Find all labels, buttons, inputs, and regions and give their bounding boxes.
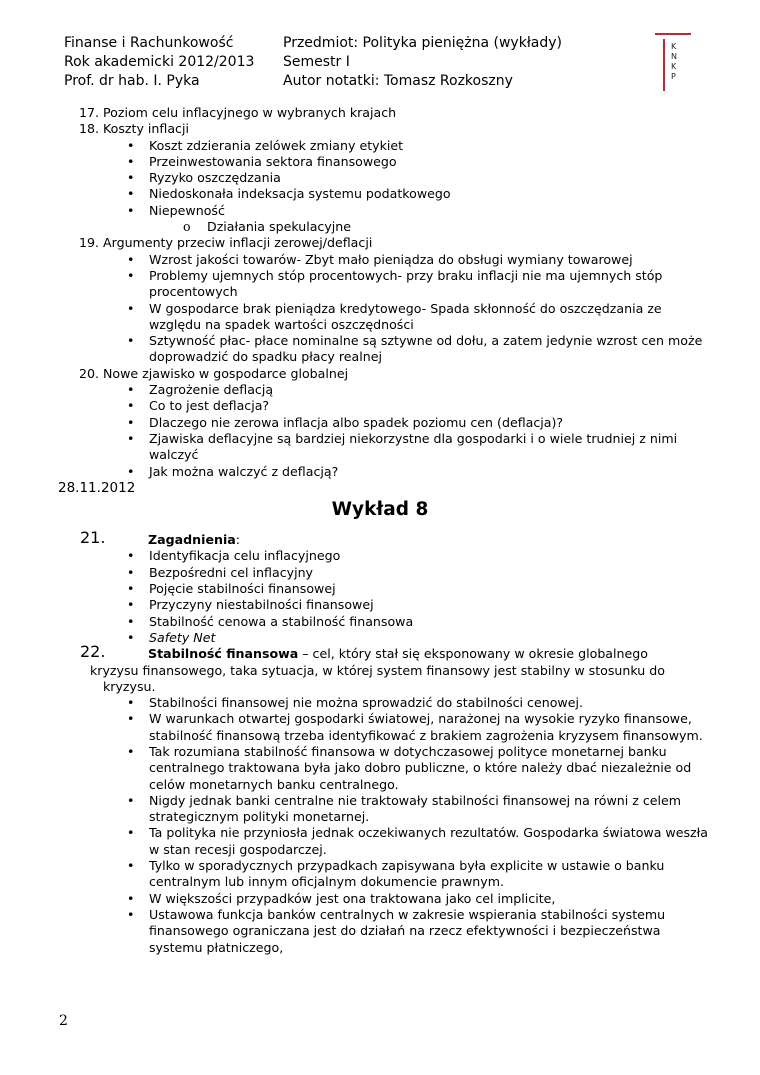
bullet-item <box>0 711 760 744</box>
bullet-text: W większości przypadków jest ona traktowana jako cel implicite, <box>149 890 556 906</box>
bullet-text: Problemy ujemnych stóp procentowych- przy braku inflacji nie ma ujemnych stóp procentowych <box>149 267 663 300</box>
bullet-text: Ta polityka nie przyniosła jednak oczekiwanych rezultatów. Gospodarka światowa weszła w stan recesji gospodarczej. <box>149 825 708 857</box>
list-number: 21. <box>80 528 106 548</box>
bullet-icon: • <box>127 564 135 580</box>
bullet-item <box>0 744 760 793</box>
item-text-continued: kryzysu. <box>103 678 156 694</box>
list-text: Argumenty przeciw inflacji zerowej/deflacji <box>103 235 373 251</box>
bullet-item <box>0 333 760 366</box>
bullet-item <box>0 415 760 431</box>
list-number: 20. <box>79 365 100 381</box>
bullet-item <box>0 170 760 186</box>
bullet-icon: • <box>127 629 135 645</box>
bullet-item <box>0 464 760 480</box>
bullet-icon: • <box>127 333 135 349</box>
bullet-text: Koszt zdzierania zelówek zmiany etykiet <box>149 137 404 153</box>
bullet-text: Nigdy jednak banki centralne nie traktowały stabilności finansowej na równi z celem strategicznym polityki monetarnej. <box>149 792 682 825</box>
logo-letters <box>671 42 677 82</box>
header-left <box>64 34 254 91</box>
header-right <box>283 34 562 91</box>
bullet-item <box>0 548 760 564</box>
bullet-item <box>0 398 760 414</box>
list-number: 18. <box>79 121 100 137</box>
sub-bullet-item <box>0 219 760 235</box>
bullet-text: Tylko w sporadycznych przypadkach zapisywana była explicite w ustawie o banku centralnym lub innym oficjalnym dokumencie prawnym. <box>149 858 665 890</box>
bullet-text: Safety Net <box>149 629 216 645</box>
bullet-item <box>0 565 760 581</box>
header-field: Finanse i Rachunkowość <box>64 35 234 51</box>
bullet-text: W gospodarce brak pieniądza kredytowego- Spada skłonność do oszczędzania ze względu na spadek wartości oszczędności <box>149 300 662 332</box>
list-number: 17. <box>79 105 100 120</box>
logo-letter: N <box>671 52 677 61</box>
bullet-item <box>0 825 760 858</box>
bullet-icon: • <box>127 382 135 398</box>
bullet-icon: • <box>127 858 135 874</box>
logo-letter: P <box>671 72 676 81</box>
bullet-item <box>0 252 760 268</box>
bullet-icon: • <box>127 597 135 613</box>
bullet-icon: • <box>127 890 135 906</box>
bullet-text: Zagrożenie deflacją <box>149 382 274 398</box>
bullet-item <box>0 154 760 170</box>
bullet-icon: • <box>127 186 135 202</box>
bullet-icon: • <box>127 906 135 922</box>
bullet-icon: • <box>127 613 135 629</box>
bullet-icon: • <box>127 267 135 283</box>
bullet-text: Pojęcie stabilności finansowej <box>149 581 336 597</box>
bullet-text: Ryzyko oszczędzania <box>149 170 281 186</box>
bullet-text: Niepewność <box>149 202 225 218</box>
item-text-continued: kryzysu finansowego, taka sytuacja, w której system finansowy jest stabilny w stosunku do <box>90 662 665 678</box>
bullet-icon: • <box>127 398 135 414</box>
item-label: Stabilność finansowa <box>148 646 299 662</box>
bullet-item <box>0 858 760 891</box>
bullet-text: Przeinwestowania sektora finansowego <box>149 153 397 169</box>
bullet-text: Stabilności finansowej nie można sprowadzić do stabilności cenowej. <box>149 695 583 711</box>
item-text: – cel, który stał się eksponowany w okresie globalnego <box>298 646 648 662</box>
list-number: 19. <box>79 235 100 251</box>
bullet-text: Sztywność płac- płace nominalne są sztywne od dołu, a zatem jedynie wzrost cen może doprowadzić do spadku płacy realnej <box>149 333 703 365</box>
bullet-text: Co to jest deflacja? <box>149 398 270 414</box>
list-text: Koszty inflacji <box>103 121 189 137</box>
bullet-item <box>0 614 760 630</box>
bullet-icon: • <box>127 548 135 564</box>
bullet-item <box>0 695 760 711</box>
bullet-icon: • <box>127 430 135 446</box>
item-label: Zagadnienia <box>148 532 236 548</box>
bullet-icon: • <box>127 581 135 597</box>
bullet-text: Niedoskonała indeksacja systemu podatkowego <box>149 186 451 202</box>
bullet-text: Dlaczego nie zerowa inflacja albo spadek poziomu cen (deflacja)? <box>149 414 564 430</box>
logo-top-rule <box>655 33 691 35</box>
bullet-text: Tak rozumiana stabilność finansowa w dotychczasowej polityce monetarnej banku centralnego traktowana była jako dobro publiczne, o które należy dbać niezależnie od celów monetarnych banku centralnego. <box>149 743 692 792</box>
header-academic-year: Rok akademicki 2012/2013 <box>64 54 255 70</box>
bullet-icon: • <box>127 153 135 169</box>
bullet-item <box>0 907 760 956</box>
header-author: Autor notatki: Tomasz Rozkoszny <box>283 73 513 89</box>
bullet-icon: • <box>127 695 135 711</box>
list-text: Poziom celu inflacyjnego w wybranych krajach <box>103 105 397 120</box>
list-text: Nowe zjawisko w gospodarce globalnej <box>103 365 349 381</box>
lecture-date: 28.11.2012 <box>58 479 136 496</box>
bullet-text: Stabilność cenowa a stabilność finansowa <box>149 613 414 629</box>
bullet-text: Jak można walczyć z deflacją? <box>149 463 339 479</box>
bullet-icon: • <box>127 414 135 430</box>
sub-bullet-marker: o <box>183 219 191 235</box>
bullet-item <box>0 891 760 907</box>
list-item-20 <box>0 366 760 382</box>
list-item-17 <box>0 105 760 121</box>
header-subject: Przedmiot: Polityka pieniężna (wykłady) <box>283 35 563 51</box>
bullet-item <box>0 268 760 301</box>
document-body <box>0 105 760 956</box>
bullet-text: Ustawowa funkcja banków centralnych w zakresie wspierania stabilności systemu finansowego ograniczana jest do działań na rzecz efektywności i bezpieczeństwa systemu płatniczego, <box>149 906 666 955</box>
bullet-icon: • <box>127 300 135 316</box>
list-item-22 <box>0 642 760 662</box>
list-item-21 <box>0 528 760 548</box>
bullet-icon: • <box>127 792 135 808</box>
logo-letter: K <box>671 42 677 51</box>
bullet-icon: • <box>127 463 135 479</box>
bullet-text: Przyczyny niestabilności finansowej <box>149 597 374 613</box>
bullet-icon: • <box>127 170 135 186</box>
bullet-item <box>0 203 760 219</box>
bullet-icon: • <box>127 202 135 218</box>
bullet-text: W warunkach otwartej gospodarki światowej, narażonej na wysokie ryzyko finansowe, stabilność finansową trzeba identyfikować z brakiem zagrożenia kryzysem finansowym. <box>149 711 703 743</box>
list-number: 22. <box>80 642 106 662</box>
logo-side-rule <box>663 39 665 91</box>
bullet-icon: • <box>127 743 135 759</box>
bullet-item <box>0 793 760 826</box>
bullet-icon: • <box>127 825 135 841</box>
lecture-title: Wykład 8 <box>331 499 429 521</box>
sub-bullet-text: Działania spekulacyjne <box>207 219 352 235</box>
bullet-item <box>0 382 760 398</box>
bullet-icon: • <box>127 711 135 727</box>
bullet-text: Identyfikacja celu inflacyjnego <box>149 548 341 564</box>
bullet-item <box>0 431 760 464</box>
header-professor: Prof. dr hab. I. Pyka <box>64 73 200 89</box>
page-number: 2 <box>59 1013 68 1029</box>
list-item-19 <box>0 235 760 251</box>
bullet-item <box>0 138 760 154</box>
bullet-icon: • <box>127 137 135 153</box>
list-item-18 <box>0 121 760 137</box>
bullet-item <box>0 581 760 597</box>
bullet-item <box>0 630 760 646</box>
bullet-item <box>0 186 760 202</box>
logo-letter: K <box>671 62 677 71</box>
bullet-text: Zjawiska deflacyjne są bardziej niekorzystne dla gospodarki i o wiele trudniej z nimi walczyć <box>149 430 678 463</box>
bullet-text: Bezpośredni cel inflacyjny <box>149 564 314 580</box>
knkp-logo <box>655 33 691 91</box>
bullet-icon: • <box>127 251 135 267</box>
header-semester: Semestr I <box>283 54 350 70</box>
item-colon: : <box>235 532 241 548</box>
bullet-item <box>0 597 760 613</box>
bullet-item <box>0 301 760 334</box>
bullet-text: Wzrost jakości towarów- Zbyt mało pieniądza do obsługi wymiany towarowej <box>149 251 633 267</box>
